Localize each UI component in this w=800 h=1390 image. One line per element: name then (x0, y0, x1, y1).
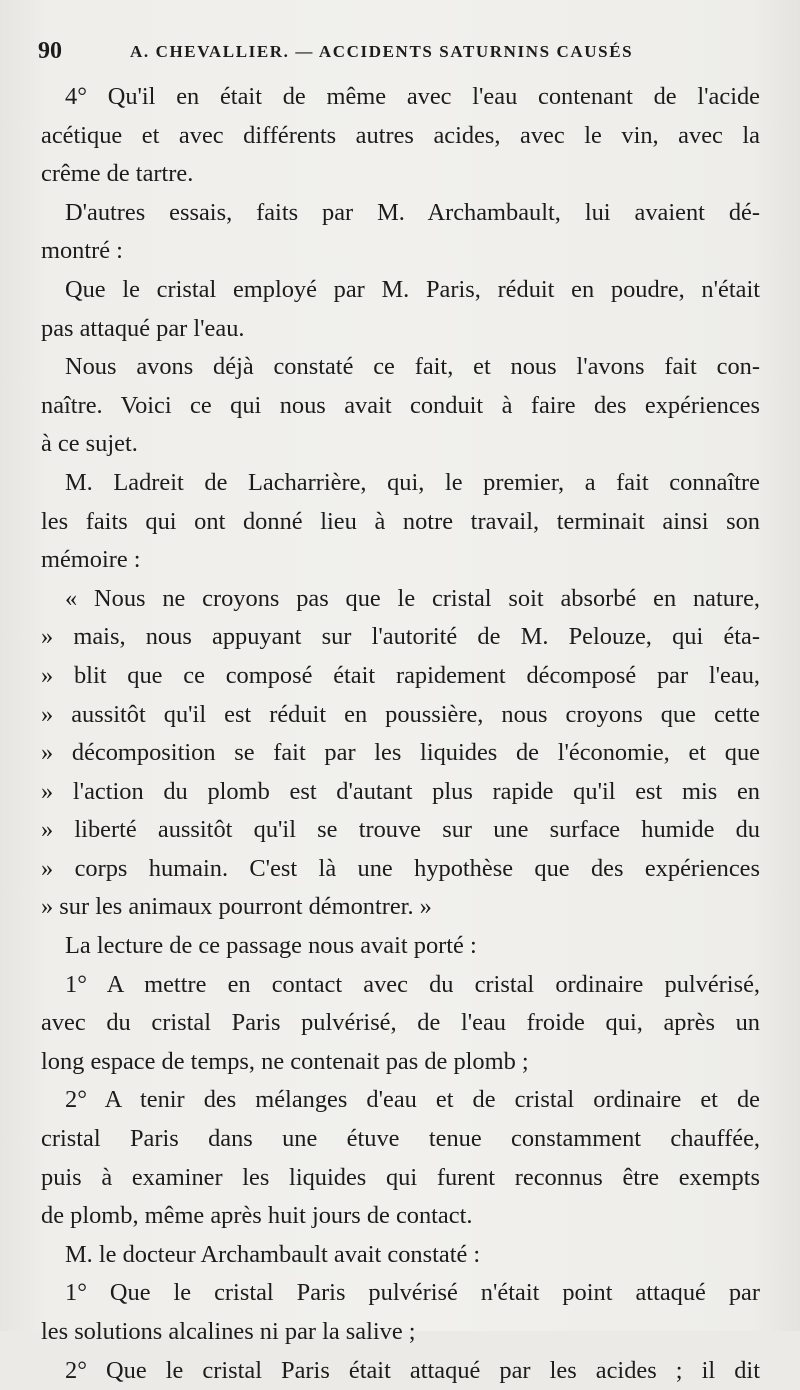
quote-line: » sur les animaux pourront démontrer. » (41, 893, 432, 921)
quote-line: » liberté aussitôt qu'il se trouve sur une surface humide du (41, 816, 760, 844)
text-line: avec du cristal Paris pulvérisé, de l'eau froide qui, après un (41, 1009, 760, 1037)
text-line: acétique et avec différents autres acides, avec le vin, avec la (41, 121, 760, 149)
running-head: A. CHEVALLIER. — ACCIDENTS SATURNINS CAUSÉS (130, 42, 634, 61)
text-line: de plomb, même après huit jours de contact. (41, 1202, 473, 1230)
text-line: à ce sujet. (41, 430, 138, 458)
text-line: Que le cristal employé par M. Paris, réduit en poudre, n'était (65, 275, 760, 303)
page-header (38, 38, 760, 68)
text-line: long espace de temps, ne contenait pas de plomb ; (41, 1047, 529, 1075)
quote-line: » mais, nous appuyant sur l'autorité de M. Pelouze, qui éta- (41, 623, 760, 651)
text-line: les solutions alcalines ni par la salive ; (41, 1318, 416, 1345)
text-line: pas attaqué par l'eau. (41, 314, 245, 342)
text-line: 2° Que le cristal Paris était attaqué par les acides ; il dit (65, 1356, 760, 1384)
quote-line: » aussitôt qu'il est réduit en poussière, nous croyons que cette (41, 700, 760, 728)
text-line: cristal Paris dans une étuve tenue constamment chauffée, (41, 1125, 760, 1153)
text-line: crême de tartre. (41, 160, 194, 188)
page-number: 90 (38, 38, 62, 64)
body-text (41, 78, 760, 1390)
text-line: 2° A tenir des mélanges d'eau et de cristal ordinaire et de (65, 1086, 760, 1114)
text-line: puis à examiner les liquides qui furent reconnus être exempts (41, 1163, 760, 1191)
text-line: D'autres essais, faits par M. Archambault, lui avaient dé- (65, 198, 760, 226)
text-line: M. le docteur Archambault avait constaté : (65, 1240, 481, 1268)
text-line: 1° Que le cristal Paris pulvérisé n'était point attaqué par (65, 1279, 760, 1307)
text-line: Nous avons déjà constaté ce fait, et nous l'avons fait con- (65, 353, 760, 381)
text-line: M. Ladreit de Lacharrière, qui, le premier, a fait connaître (65, 468, 760, 496)
text-line: 4° Qu'il en était de même avec l'eau contenant de l'acide (65, 83, 760, 110)
text-line: montré : (41, 237, 123, 265)
quote-line: » décomposition se fait par les liquides de l'économie, et que (41, 739, 760, 767)
quote-line: » blit que ce composé était rapidement décomposé par l'eau, (41, 661, 760, 689)
text-line: La lecture de ce passage nous avait porté : (65, 932, 477, 960)
quote-line: » corps humain. C'est là une hypothèse que des expériences (41, 854, 760, 882)
quote-line: « Nous ne croyons pas que le cristal soit absorbé en nature, (65, 584, 760, 612)
text-line: naître. Voici ce qui nous avait conduit à faire des expériences (41, 391, 760, 419)
text-line: mémoire : (41, 546, 141, 574)
text-line: 1° A mettre en contact avec du cristal ordinaire pulvérisé, (65, 970, 760, 998)
text-line: les faits qui ont donné lieu à notre travail, terminait ainsi son (41, 507, 760, 535)
quote-line: » l'action du plomb est d'autant plus rapide qu'il est mis en (41, 777, 760, 805)
